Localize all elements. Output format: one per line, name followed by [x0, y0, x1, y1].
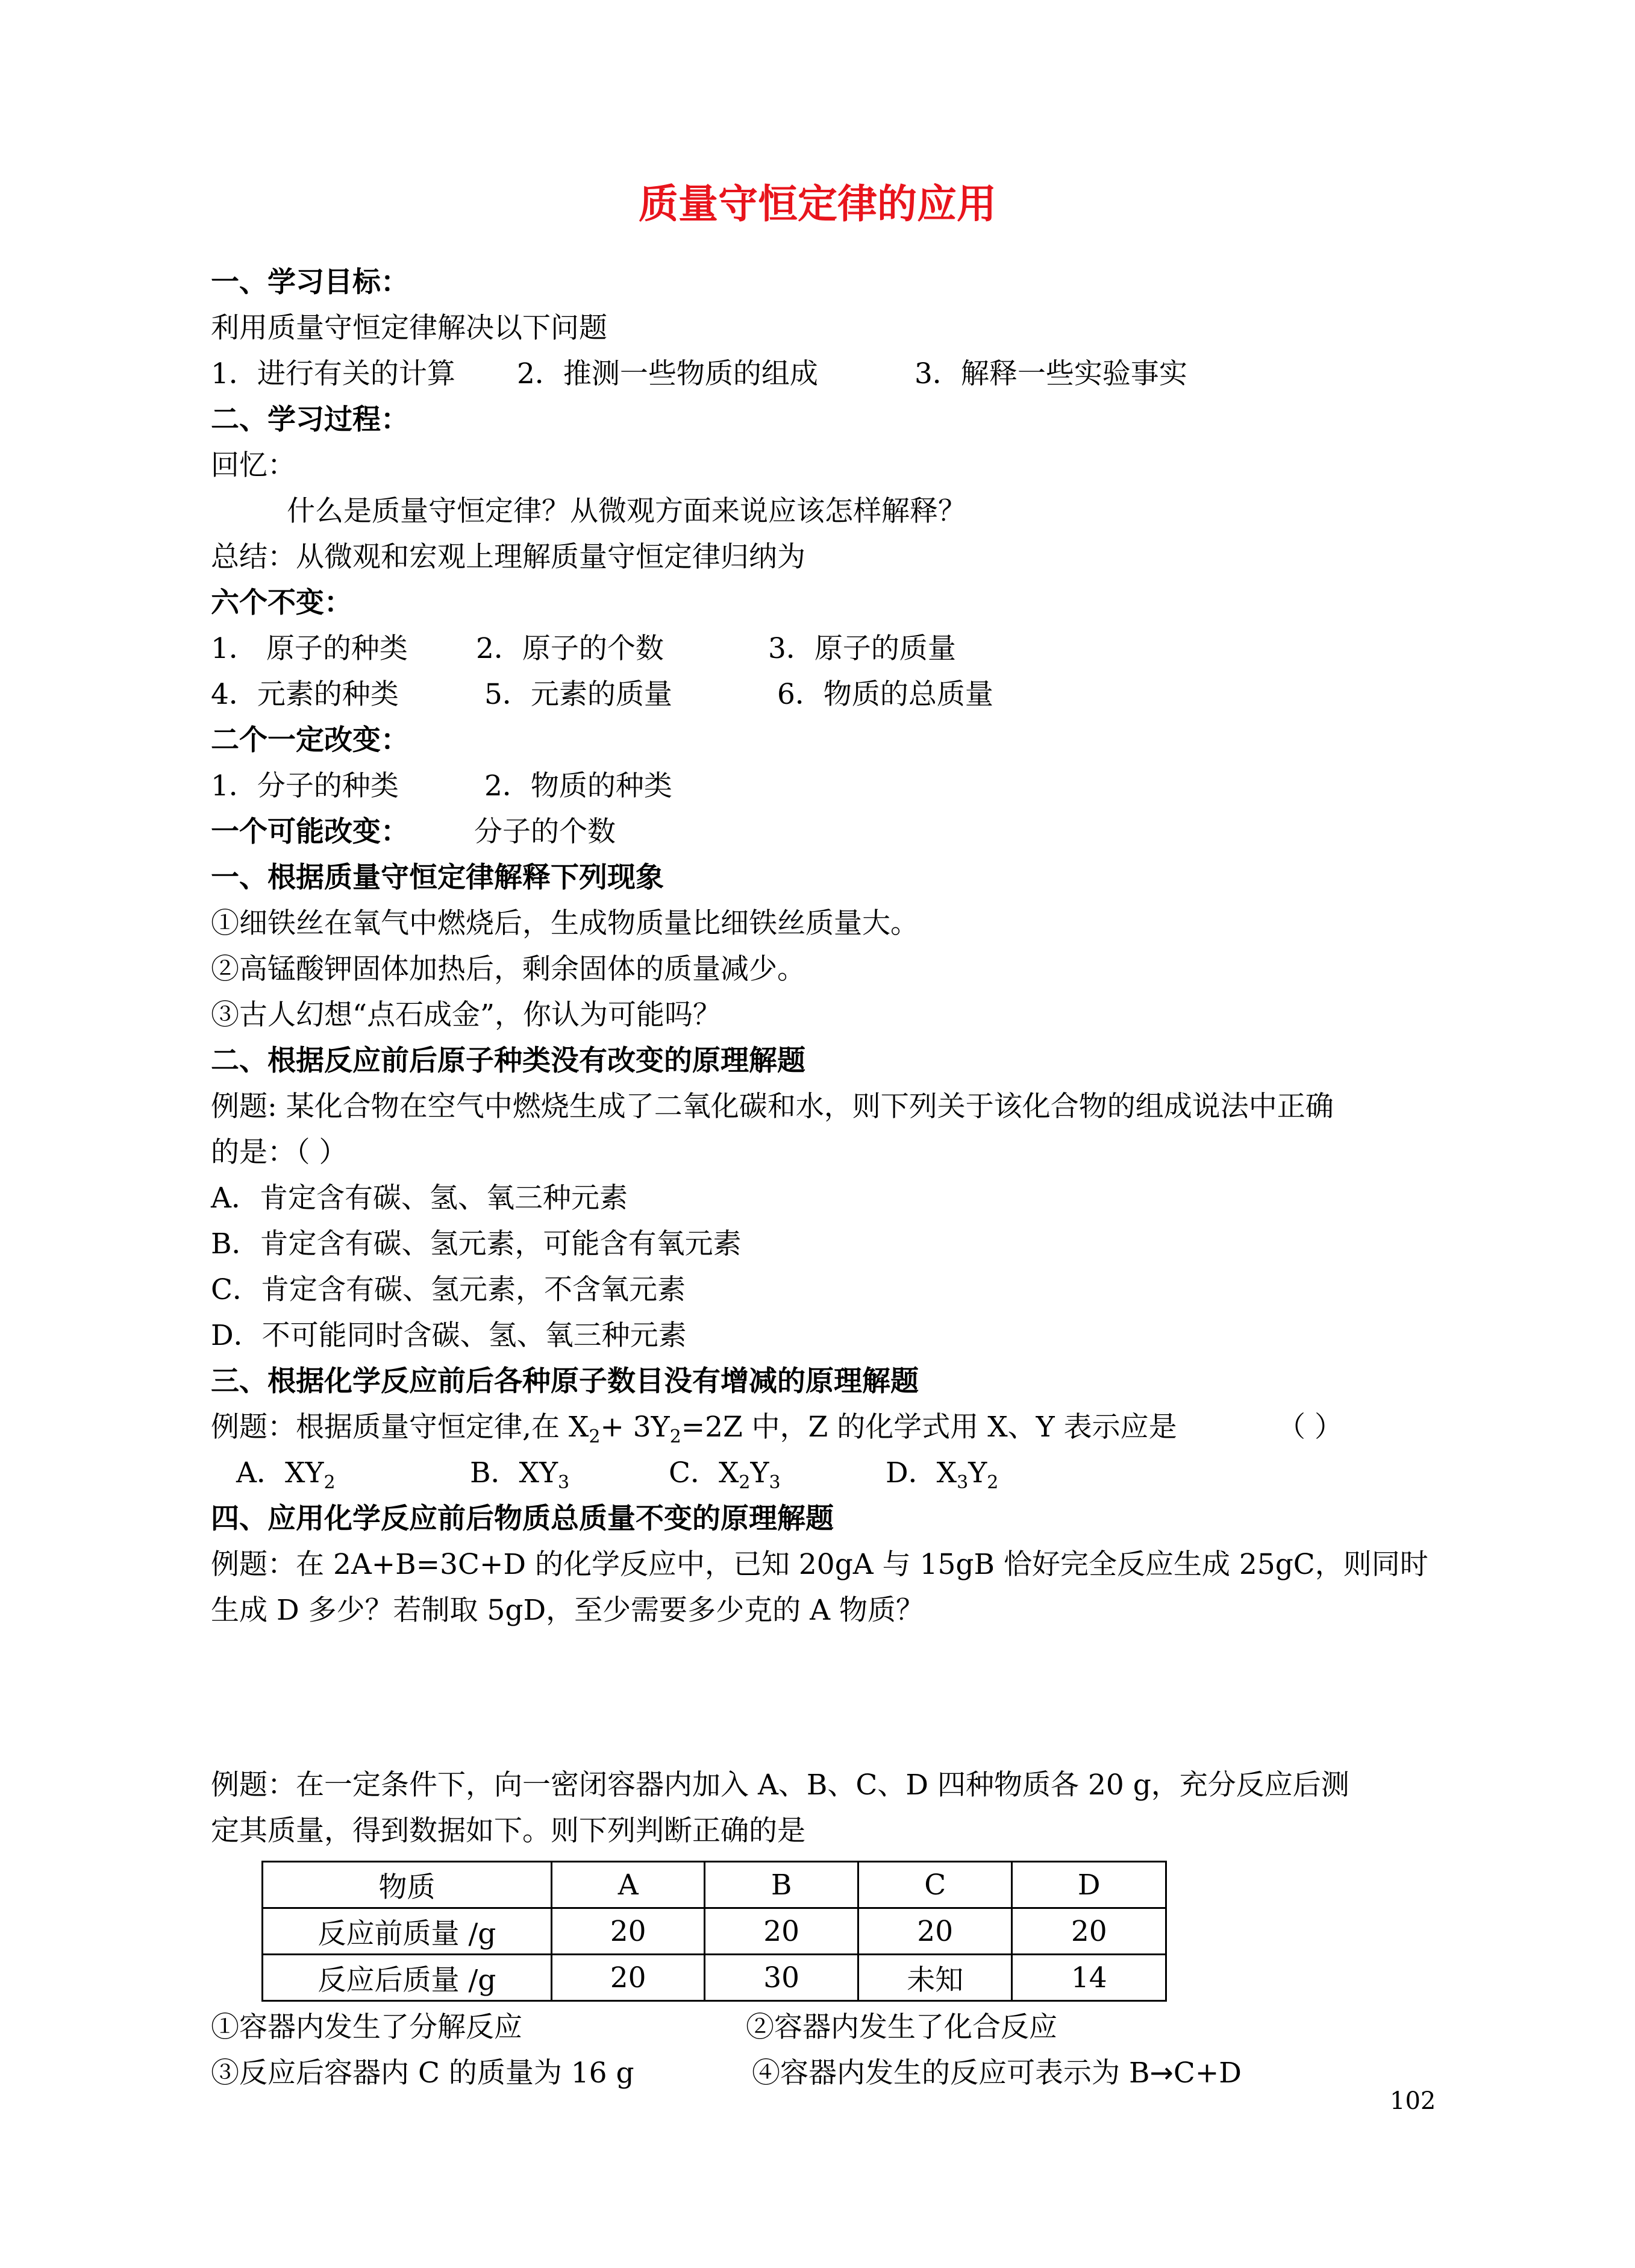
section3-option-b: B．$XY_3$	[470, 1456, 570, 1493]
table-cell: 20	[705, 1908, 858, 1955]
unchanged-item-6: 6．物质的总质量	[777, 678, 993, 711]
section3-option-d: D．$X_3Y_2$	[886, 1456, 999, 1493]
one-maybe-heading: 一个可能改变：	[211, 815, 409, 848]
objectives-heading: 一、学习目标：	[211, 266, 409, 299]
recall-label: 回忆：	[211, 449, 296, 482]
objectives-intro: 利用质量守恒定律解决以下问题	[211, 312, 607, 345]
table-header-row	[263, 1862, 1166, 1908]
section2-example-line-2: 的是：（ ）	[211, 1136, 348, 1169]
mass-data-table	[261, 1861, 1167, 2002]
table-cell: 14	[1012, 1955, 1166, 2001]
objective-item-2: 2．推测一些物质的组成	[517, 357, 818, 390]
table-cell: 反应后质量 /g	[263, 1955, 552, 2001]
answer-bracket: （ ）	[1277, 1411, 1343, 1444]
section5-example-line-1: 例题：在一定条件下，向一密闭容器内加入 A、B、C、D 四种物质各 20 g，充分反应后测	[211, 1768, 1349, 1802]
section5-example-line-2: 定其质量，得到数据如下。则下列判断正确的是	[211, 1814, 805, 1847]
statement-2: ②容器内发生了化合反应	[746, 2011, 1057, 2044]
table-cell: 20	[551, 1908, 705, 1955]
section2-example-line-1: 例题: 某化合物在空气中燃烧生成了二氧化碳和水，则下列关于该化合物的组成说法中正确	[211, 1090, 1334, 1123]
section1-item-1: ①细铁丝在氧气中燃烧后，生成物质量比细铁丝质量大。	[211, 907, 919, 940]
option-c: C．肯定含有碳、氢元素，不含氧元素	[211, 1273, 686, 1306]
statement-1: ①容器内发生了分解反应	[211, 2011, 522, 2044]
table-header-cell: A	[551, 1862, 705, 1908]
one-maybe-item: 分子的个数	[474, 815, 616, 848]
section3-option-c: C．$X_2Y_3$	[669, 1456, 781, 1493]
recall-question: 什么是质量守恒定律？从微观方面来说应该怎样解释？	[287, 495, 966, 528]
process-heading: 二、学习过程：	[211, 403, 409, 436]
subscript: 2	[669, 1426, 681, 1447]
arrow-icon: →	[1149, 2057, 1174, 2090]
summary-text: 总结：从微观和宏观上理解质量守恒定律归纳为	[211, 540, 805, 574]
table-header-cell: 物质	[263, 1862, 552, 1908]
option-a: A．肯定含有碳、氢、氧三种元素	[211, 1182, 628, 1215]
table-cell: 反应前质量 /g	[263, 1908, 552, 1955]
section1-item-2: ②高锰酸钾固体加热后，剩余固体的质量减少。	[211, 953, 805, 986]
option-d: D．不可能同时含碳、氢、氧三种元素	[211, 1319, 687, 1352]
statement-3: ③反应后容器内 C 的质量为 16 g	[211, 2057, 634, 2090]
table-cell: 20	[858, 1908, 1012, 1955]
section2-heading: 二、根据反应前后原子种类没有改变的原理解题	[211, 1044, 805, 1077]
table-row	[263, 1955, 1166, 2001]
section1-heading: 一、根据质量守恒定律解释下列现象	[211, 861, 664, 894]
table-header-cell: B	[705, 1862, 858, 1908]
unchanged-item-3: 3．原子的质量	[768, 632, 956, 665]
table-row	[263, 1908, 1166, 1955]
section3-example-mid2: =2Z 中，Z 的化学式用 X、Y 表示应是	[681, 1411, 1177, 1444]
section3-example	[211, 1411, 1343, 1447]
unchanged-item-1: 1． 原子的种类	[211, 632, 408, 665]
changed-item-2: 2．物质的种类	[484, 769, 672, 803]
section1-item-3: ③古人幻想“点石成金”，你认为可能吗？	[211, 998, 722, 1032]
table-cell: 30	[705, 1955, 858, 2001]
section3-example-mid1: + 3Y	[600, 1411, 670, 1444]
unchanged-item-5: 5．元素的质量	[484, 678, 672, 711]
statement-4: ④容器内发生的反应可表示为 B→C+D	[752, 2057, 1242, 2090]
section4-heading: 四、应用化学反应前后物质总质量不变的原理解题	[211, 1502, 834, 1535]
table-cell: 20	[551, 1955, 705, 2001]
two-changed-heading: 二个一定改变：	[211, 724, 409, 757]
option-b: B．肯定含有碳、氢元素，可能含有氧元素	[211, 1227, 742, 1261]
table-cell: 未知	[858, 1955, 1012, 2001]
section3-option-a: A．$XY_2$	[236, 1456, 336, 1493]
unchanged-item-4: 4．元素的种类	[211, 678, 399, 711]
section4-example-line-1: 例题：在 2A+B=3C+D 的化学反应中，已知 20gA 与 15gB 恰好完全反应生成 25gC，则同时	[211, 1548, 1428, 1581]
table-header-cell: C	[858, 1862, 1012, 1908]
page-title: 质量守恒定律的应用	[639, 180, 996, 227]
section3-example-prefix: 例题：根据质量守恒定律,在 X	[211, 1411, 589, 1444]
page-number: 102	[1390, 2087, 1436, 2115]
six-unchanged-heading: 六个不变：	[211, 586, 352, 619]
section3-heading: 三、根据化学反应前后各种原子数目没有增减的原理解题	[211, 1365, 919, 1398]
objective-item-3: 3．解释一些实验事实	[914, 357, 1187, 390]
changed-item-1: 1．分子的种类	[211, 769, 399, 803]
table-cell: 20	[1012, 1908, 1166, 1955]
section4-example-line-2: 生成 D 多少？若制取 5gD，至少需要多少克的 A 物质？	[211, 1594, 924, 1627]
table-header-cell: D	[1012, 1862, 1166, 1908]
objective-item-1: 1．进行有关的计算	[211, 357, 455, 390]
unchanged-item-2: 2．原子的个数	[476, 632, 664, 665]
subscript: 2	[589, 1426, 601, 1447]
